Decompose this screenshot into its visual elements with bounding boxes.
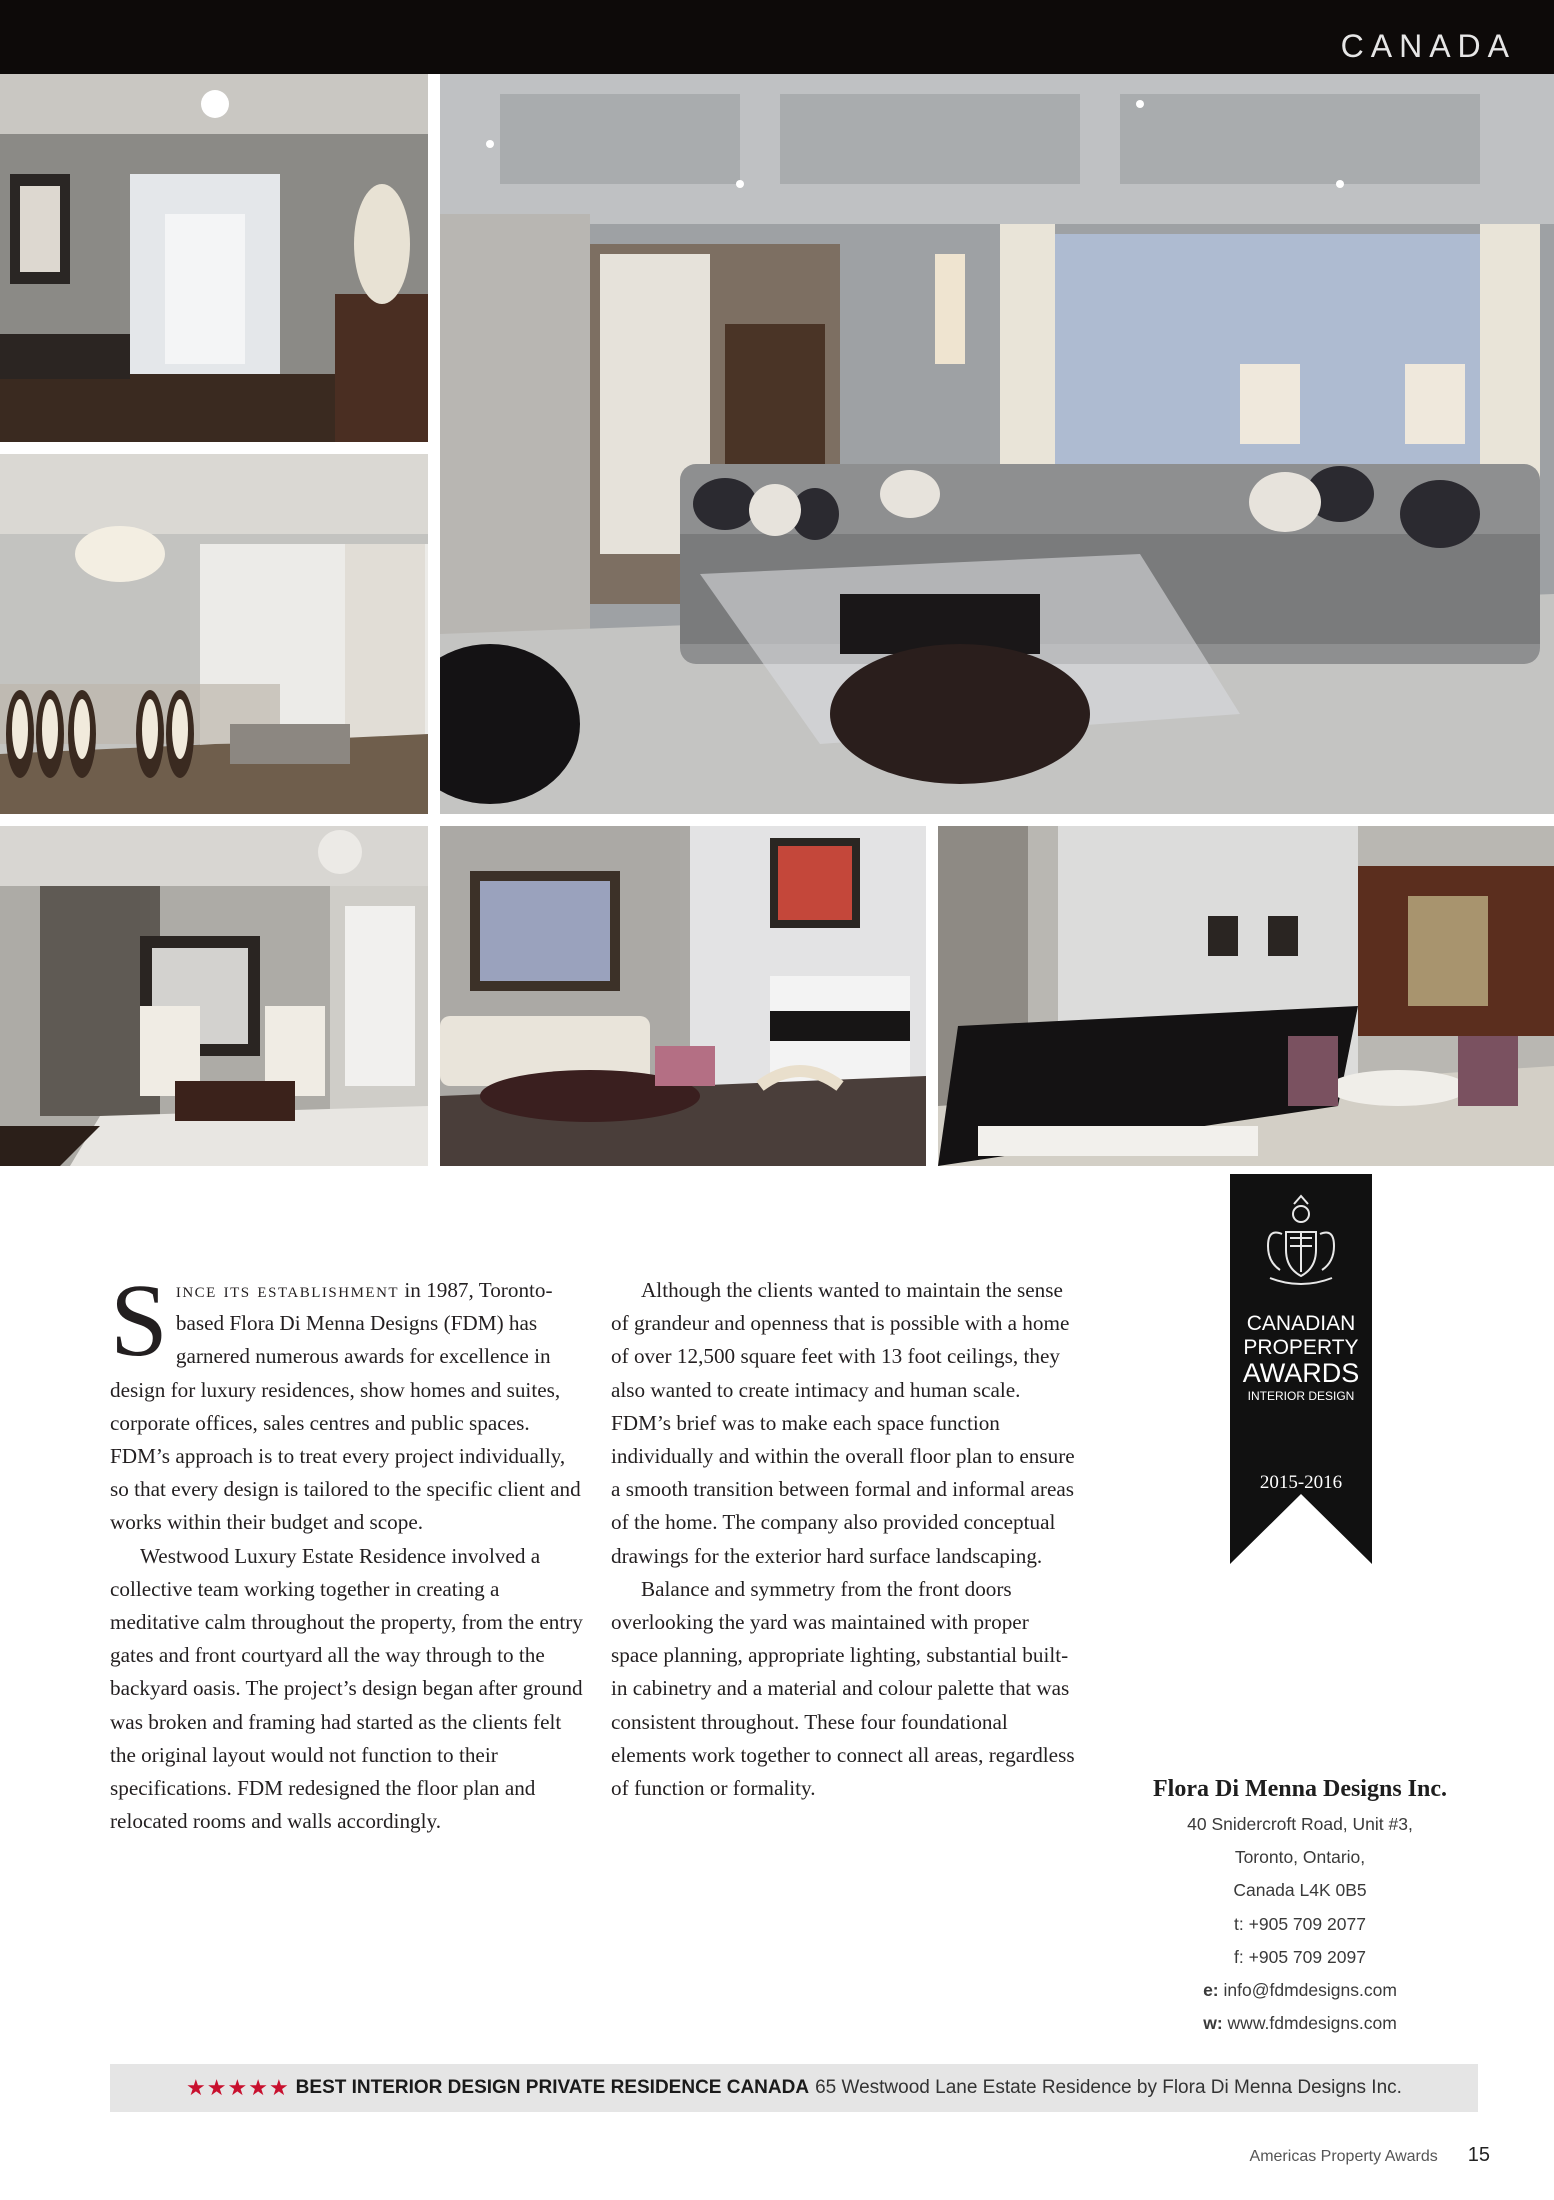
lead-in-smallcaps: ince its establishment <box>175 1278 400 1302</box>
address-line-1: 40 Snidercroft Road, Unit #3, <box>1187 1814 1413 1834</box>
badge-line-4: INTERIOR DESIGN <box>1247 1389 1355 1403</box>
address-line-2: Toronto, Ontario, <box>1234 1847 1366 1868</box>
photo-hallway <box>0 74 428 442</box>
badge-line-2: PROPERTY <box>1243 1336 1359 1359</box>
email <box>1100 1974 1500 2007</box>
article-paragraph: Although the clients wanted to maintain the sense of grandeur and openness that is possible with a home of over 12,500 square feet with 13 foot ceilings, they also wanted to create intimacy and human scale. FDM’s brief was to make each space function individually and within the overall floor plan to ensure a smooth transition between formal and informal areas of the home. The company also provided conceptual drawings for the exterior hard surface landscaping. <box>611 1278 1075 1568</box>
telephone-label: t: <box>1234 1913 1244 1934</box>
article-column-1 <box>110 1263 585 1838</box>
drop-cap: S <box>110 1263 168 1378</box>
badge-years: 2015-2016 <box>1259 1472 1343 1493</box>
publication-name: Americas Property Awards <box>1249 2148 1438 2165</box>
badge-line-1: CANADIAN <box>1246 1312 1356 1335</box>
page-folio <box>1250 2144 1490 2167</box>
photo-living-room <box>440 74 1554 814</box>
fax-value: +905 709 2097 <box>1248 1946 1366 1967</box>
badge-line-3: AWARDS <box>1242 1358 1360 1388</box>
award-title: BEST INTERIOR DESIGN PRIVATE RESIDENCE CANADA <box>295 2077 810 2098</box>
award-footer-bar <box>110 2064 1478 2112</box>
photo-sitting-area <box>0 826 428 1166</box>
photo-dining-room <box>0 454 428 814</box>
country-label: CANADA <box>1340 28 1516 64</box>
photo-fireplace-lounge <box>440 826 926 1166</box>
article-paragraph: Balance and symmetry from the front doors overlooking the yard was maintained with proper space planning, appropriate lighting, substantial built-in cabinetry and a material and colour palette that was consistent throughout. These four foundational elements work together to connect all areas, regardless of function or formality. <box>611 1576 1075 1801</box>
five-star-rating-icon: ★★★★★ <box>186 2075 290 2100</box>
contact-block <box>1100 1772 1500 2040</box>
article-paragraph: Westwood Luxury Estate Residence involved a collective team working together in creating a meditative calm throughout the property, from the entry gates and front courtyard all the way through to the backyard oasis. The project’s design began after ground was broken and framing had started as the clients felt the original layout would not function to their specifications. FDM redesigned the floor plan and relocated rooms and walls accordingly. <box>110 1543 583 1834</box>
address-line-3: Canada L4K 0B5 <box>1233 1880 1367 1901</box>
fax-label: f: <box>1234 1946 1244 1967</box>
fax <box>1100 1941 1500 1974</box>
email-link[interactable]: info@fdmdesigns.com <box>1223 1980 1397 2001</box>
award-detail: 65 Westwood Lane Estate Residence by Flora Di Menna Designs Inc. <box>815 2077 1402 2098</box>
website <box>1100 2007 1500 2040</box>
email-label: e: <box>1203 1980 1219 2001</box>
award-badge <box>1230 1174 1372 1564</box>
photo-piano-room <box>938 826 1554 1166</box>
top-bar <box>0 0 1554 74</box>
company-name: Flora Di Menna Designs Inc. <box>1153 1776 1447 1802</box>
website-label: w: <box>1203 2013 1223 2034</box>
telephone-value: +905 709 2077 <box>1248 1913 1366 1934</box>
website-link[interactable]: www.fdmdesigns.com <box>1227 2013 1397 2034</box>
page-number: 15 <box>1467 2144 1490 2166</box>
article-column-2 <box>611 1274 1081 1805</box>
article-paragraph: in 1987, Toronto-based Flora Di Menna Designs (FDM) has garnered numerous awards for excellence in design for luxury residences, show homes and suites, corporate offices, sales centres and public spaces. FDM’s approach is to treat every project individually, so that every design is tailored to the specific client and works within their budget and scope. <box>110 1278 581 1535</box>
telephone <box>1100 1908 1500 1941</box>
